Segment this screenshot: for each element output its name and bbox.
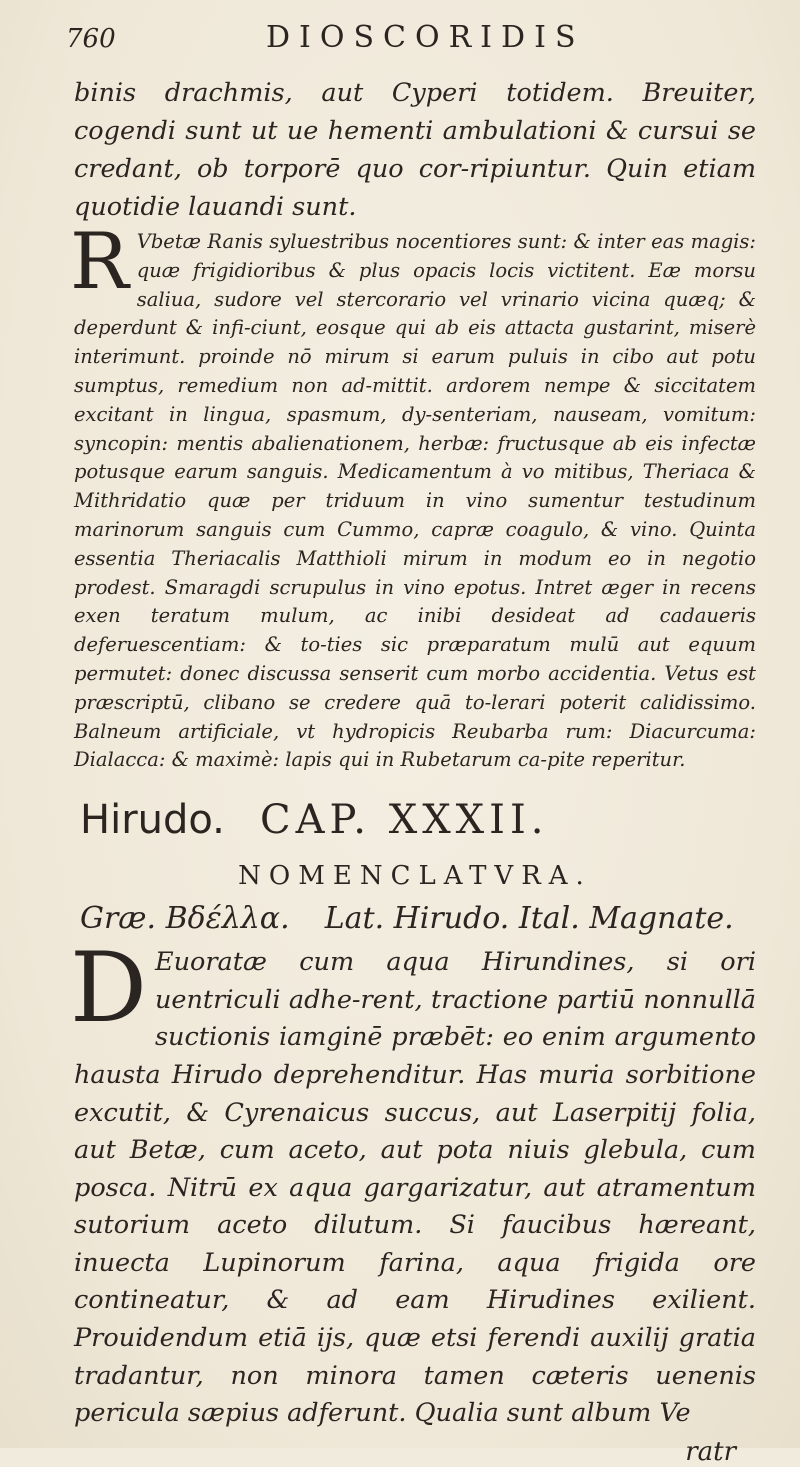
hirudo-paragraph [70,932,756,1433]
page-header [66,20,756,74]
chapter-title: Hirudo. [80,797,225,844]
rubeta-text: Vbetæ Ranis syluestribus nocentiores sunt: & inter eas magis: quæ frigidioribus & plus opacis locis victitent. Eæ morsu saliua, sudore vel stercorario vel vrinario vicina quæq; & deperdunt & infi-ciunt, eosque qui ab eis attacta gustarint, miserè interimunt. proinde nō mirum si earum puluis in cibo aut potu sumptus, remedium non ad-mittit. ardorem nempe & siccitatem excitant in lingua, spasmum, dy-senteriam, nauseam, vomitum: syncopin: mentis abalienationem, herbæ: fructusque ab eis infectæ potusque earum sanguis. Medicamentum à vo mitibus, Theriaca & Mithridatio quæ per triduum in vino sumentur testudinum marinorum sanguis cum Cummo, capræ coagulo, & vino. Quinta essentia Theriacalis Matthioli mirum in modum eo in negotio prodest. Smaragdi scrupulus in vino epotus. Intret æger in recens exen teratum mulum, ac inibi desideat ad cadaueris deferuescentiam: & to-ties sic præparatum mulū aut equum permutet: donec discussa senserit cum morbo accidentia. Vetus est præscriptū, clibano se credere quā to-lerari poterit calidissimo. Balneum artificiale, vt hydropicis Reubarba rum: Diacurcuma: Dialacca: & maximè: lapis qui in Rubetarum ca-pite reperitur. [74,230,756,772]
catchword: ratr [685,1436,736,1467]
page-number: 760 [66,24,116,54]
nomenclatura-heading: NOMENCLATVRA. [238,861,592,892]
top-paragraph: binis drachmis, aut Cyperi totidem. Breuiter, cogendi sunt ut ue hementi ambulationi & cursui se credant, ob torporē quo cor-ripiuntur. Quin etiam quotidie lauandi sunt. [74,78,756,222]
running-head: DIOSCORIDIS [266,20,585,55]
dropcap-r: R [70,217,129,307]
dropcap-d: D [70,932,147,1045]
chapter-number: CAP. XXXII. [260,797,549,844]
hirudo-text: Euoratæ cum aqua Hirundines, si ori uentriculi adhe-rent, tractione partiū nonnullā suctionis iamginē præbēt: eo enim argumento hausta Hirudo deprehenditur. Has muria sorbitione excutit, & Cyrenaicus succus, aut Laserpitij folia, aut Betæ, cum aceto, aut pota niuis glebula, cum posca. Nitrū ex aqua gargarizatur, aut atramentum sutorium aceto dilutum. Si faucibus hæreant, inuecta Lupinorum farina, aqua frigida ore contineatur, & ad eam Hirudines exilient. Prouidendum etiā ijs, quæ etsi ferendi auxilij gratia tradantur, non minora tamen cæteris uenenis pericula sæpius adferunt. Qualia sunt album Ve [74,947,756,1429]
chapter-heading [80,797,756,843]
greek-name: Græ. Βδέλλα. [80,901,290,937]
nomenclature-names [80,901,756,936]
rubeta-paragraph [70,217,756,775]
latin-italian-name: Lat. Hirudo. Ital. Magnate. [324,901,734,937]
